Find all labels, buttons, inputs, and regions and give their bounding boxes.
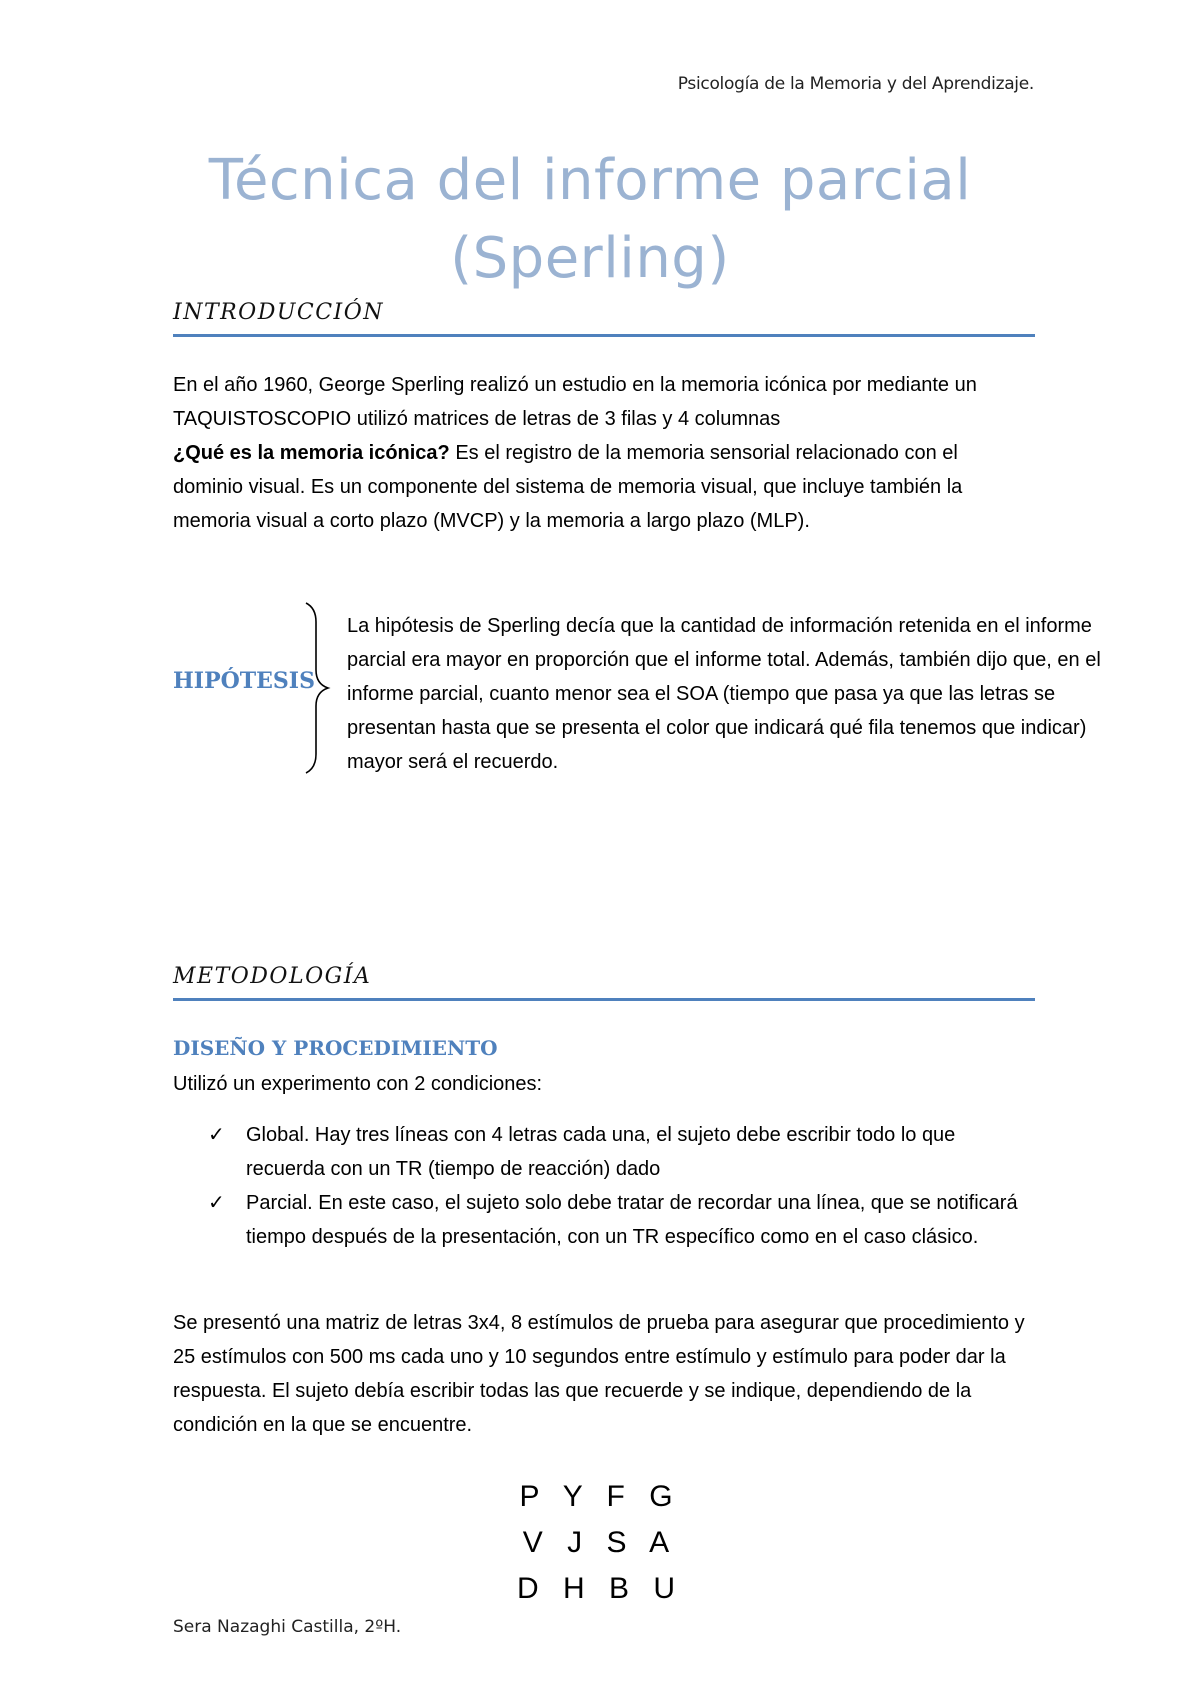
condition-global: Global. Hay tres líneas con 4 letras cada una, el sujeto debe escribir todo lo que recuerda con un TR (tiempo de reacción) dado	[246, 1124, 956, 1180]
introduccion-paragraph-1: En el año 1960, George Sperling realizó un estudio en la memoria icónica por mediante un TAQUISTOSCOPIO utilizó matrices de letras de 3 filas y 4 columnas	[173, 374, 977, 430]
metodologia-paragraph: Se presentó una matriz de letras 3x4, 8 estímulos de prueba para asegurar que procedimiento y 25 estímulos con 500 ms cada uno y 10 segundos entre estímulo y estímulo para poder dar la respuesta. El sujeto debía escribir todas las que recuerde y se indique, dependiendo de la condición en la que se encuentre.	[173, 1312, 1025, 1436]
question-bold: ¿Qué es la memoria icónica?	[173, 442, 450, 464]
title-line-1: Técnica del informe parcial	[208, 148, 972, 213]
metodologia-intro: Utilizó un experimento con 2 condiciones:	[173, 1073, 543, 1095]
introduccion-paragraph-2	[173, 436, 1033, 538]
condition-parcial: Parcial. En este caso, el sujeto solo debe tratar de recordar una línea, que se notificará tiempo después de la presentación, con un TR específico como en el caso clásico.	[246, 1192, 1018, 1248]
list-item	[173, 1186, 1033, 1254]
letter-matrix	[480, 1474, 720, 1612]
list-item	[173, 1118, 1033, 1186]
hipotesis-label: HIPÓTESIS	[173, 668, 315, 694]
page-footer: Sera Nazaghi Castilla, 2ºH.	[173, 1617, 402, 1637]
introduccion-heading: INTRODUCCIÓN	[173, 300, 385, 325]
introduccion-body	[173, 368, 1033, 538]
conditions-list	[173, 1118, 1033, 1254]
page-header: Psicología de la Memoria y del Aprendizaje.	[677, 74, 1034, 94]
matrix-row: V J S A	[522, 1526, 678, 1559]
metodologia-heading: METODOLOGÍA	[173, 964, 372, 989]
checkmark-icon: ✓	[208, 1124, 225, 1146]
matrix-row: D H B U	[516, 1572, 683, 1605]
matrix-row: P Y F G	[519, 1480, 681, 1513]
curly-brace-icon	[302, 600, 332, 776]
introduccion-rule	[173, 334, 1035, 337]
question-answer: Es el registro de la memoria sensorial relacionado con el dominio visual. Es un componente del sistema de memoria visual, que incluye también la memoria visual a corto plazo (MVCP) y la memoria a largo plazo (MLP).	[173, 442, 963, 532]
diseno-subheading: DISEÑO Y PROCEDIMIENTO	[173, 1036, 498, 1060]
title-line-2: (Sperling)	[450, 226, 730, 291]
metodologia-rule	[173, 998, 1035, 1001]
hipotesis-text: La hipótesis de Sperling decía que la cantidad de información retenida en el informe parcial era mayor en proporción que el informe total. Además, también dijo que, en el informe parcial, cuanto menor sea el SOA (tiempo que pasa ya que las letras se presentan hasta que se presenta el color que indicará qué fila tenemos que indicar) mayor será el recuerdo.	[347, 615, 1101, 773]
checkmark-icon: ✓	[208, 1192, 225, 1214]
document-title	[150, 142, 1030, 298]
